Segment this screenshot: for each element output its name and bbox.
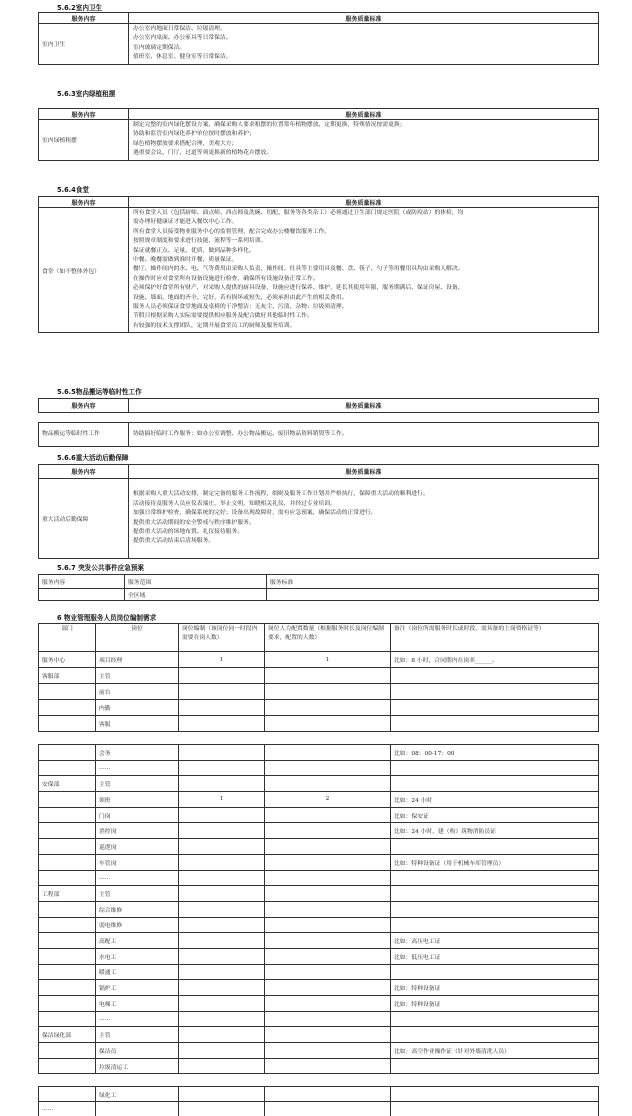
staff-count-cell xyxy=(265,1058,391,1074)
standard-line: 所有食堂人员接受物业服务中心的监督管理，配合完成办公楼餐饮服务工作。 xyxy=(133,228,331,235)
post-cell: 巡逻岗 xyxy=(96,839,179,855)
table-major-events xyxy=(38,464,599,559)
table-row xyxy=(39,1102,599,1116)
table-row xyxy=(39,776,599,792)
standard-line: 需办理好健康证才能进入餐饮中心工作。 xyxy=(133,219,238,226)
post-cell: 项目经理 xyxy=(96,652,179,668)
table-row xyxy=(39,652,599,668)
department-cell xyxy=(39,854,96,870)
col-header-quality-standard: 服务质量标准 xyxy=(129,465,599,479)
remark-cell xyxy=(391,870,599,886)
table-row xyxy=(39,1087,599,1102)
post-quota-cell xyxy=(179,716,265,732)
remark-cell xyxy=(391,1027,599,1043)
post-cell: 前台 xyxy=(96,684,179,700)
post-quota-cell xyxy=(179,1058,265,1074)
standard-line: 室内玻璃定期保洁。 xyxy=(133,44,186,51)
department-cell: 工程部 xyxy=(39,886,96,902)
table-row xyxy=(39,1058,599,1074)
department-cell: …… xyxy=(39,1102,96,1116)
remark-cell: 比如：特种设备证（用于机械车库管理员） xyxy=(391,854,599,870)
col-header-quality-standard: 服务质量标准 xyxy=(129,197,599,208)
post-quota-cell xyxy=(179,980,265,996)
header-department: 部门 xyxy=(39,624,96,652)
department-cell xyxy=(39,933,96,949)
section-heading-5-6-2: 5.6.2室内卫生 xyxy=(57,4,103,12)
department-cell xyxy=(39,1011,96,1027)
department-cell: 安保部 xyxy=(39,776,96,792)
post-cell: 会务 xyxy=(96,745,179,761)
staff-count-cell xyxy=(265,668,391,684)
remark-cell: 比如：24 小时，建（构）筑物消防员证 xyxy=(391,823,599,839)
remark-cell xyxy=(391,760,599,776)
staff-count-cell xyxy=(265,1102,391,1116)
table-row xyxy=(39,980,599,996)
standard-line: 制定完整的室内绿化摆设方案，确保采购人要求租摆的位置常年植物摆放，定期更换，特殊情况按需更换； xyxy=(133,122,406,128)
staff-count-cell xyxy=(265,684,391,700)
post-quota-cell xyxy=(179,933,265,949)
department-cell xyxy=(39,839,96,855)
col-header-quality-standard: 服务质量标准 xyxy=(129,109,599,120)
remark-cell xyxy=(391,700,599,716)
table-staffing-part1 xyxy=(38,623,599,732)
post-quota-cell xyxy=(179,823,265,839)
remark-cell xyxy=(391,839,599,855)
post-cell: 内勤 xyxy=(96,700,179,716)
post-cell: …… xyxy=(96,870,179,886)
table-row xyxy=(39,684,599,700)
post-cell: 弱电维修 xyxy=(96,917,179,933)
standard-lines xyxy=(129,479,599,559)
table-row xyxy=(39,964,599,980)
post-quota-cell xyxy=(179,745,265,761)
post-quota-cell xyxy=(179,760,265,776)
remark-cell xyxy=(391,1011,599,1027)
staff-count-cell xyxy=(265,823,391,839)
post-quota-cell xyxy=(179,948,265,964)
remark-cell xyxy=(391,1087,599,1102)
section-heading-5-6-6: 5.6.6重大活动后勤保障 xyxy=(57,454,129,462)
staff-count-cell xyxy=(265,933,391,949)
post-quota-cell: 1 xyxy=(179,652,265,668)
post-quota-cell xyxy=(179,886,265,902)
table-row xyxy=(39,854,599,870)
remark-cell: 比如：08：00-17：00 xyxy=(391,745,599,761)
table-row xyxy=(39,917,599,933)
remark-cell: 比如：保安证 xyxy=(391,807,599,823)
col-header-quality-standard: 服务质量标准 xyxy=(129,13,599,24)
table-row xyxy=(39,745,599,761)
remark-cell xyxy=(391,1058,599,1074)
standard-line: 加强日常维护检查，确保系统的完好；设备出现故障时，需有应急预案，确保活动的正常进行。 xyxy=(133,510,377,517)
post-quota-cell xyxy=(179,839,265,855)
remark-cell: 比如：高压电工证 xyxy=(391,933,599,949)
remark-cell: 比如：低压电工证 xyxy=(391,948,599,964)
standard-line: 提供重大活动期间的安全警戒与秩序维护服务。 xyxy=(133,519,255,526)
staff-count-cell xyxy=(265,807,391,823)
staff-count-cell xyxy=(265,760,391,776)
table-staffing-part2 xyxy=(38,744,599,1074)
department-cell xyxy=(39,1043,96,1059)
post-cell: 绿化工 xyxy=(96,1087,179,1102)
section-heading-5-6-3: 5.6.3室内绿植租摆 xyxy=(57,90,116,98)
staff-count-cell xyxy=(265,1087,391,1102)
table-emergency-plan xyxy=(38,574,599,601)
col-header-service-content: 服务内容 xyxy=(39,465,129,479)
standard-line: 节假日根据采购人实际需要提供相应服务及配合做好其他临时性工作。 xyxy=(133,313,313,320)
standard-line: 绿色植物摆放要求搭配合理，美观大方； xyxy=(133,140,238,147)
post-cell: 垃圾清运工 xyxy=(96,1058,179,1074)
post-quota-cell xyxy=(179,700,265,716)
header-remarks: 备注（岗位所需服务时长或时段、需具备的上岗资格证等） xyxy=(391,624,599,652)
standard-lines xyxy=(129,120,599,161)
post-quota-cell xyxy=(179,776,265,792)
table-temporary-work xyxy=(38,398,599,447)
table-plant-rental xyxy=(38,108,599,161)
standard-line: 按照规章制度和要求进行技能，流程等一系列培训。 xyxy=(133,238,267,245)
remark-cell xyxy=(391,917,599,933)
header-post-quota: 岗位编制（该岗位同一时段内需要在岗人数） xyxy=(179,624,265,652)
staff-count-cell xyxy=(265,1027,391,1043)
department-cell xyxy=(39,792,96,808)
header-service-standard: 服务标准 xyxy=(267,575,599,589)
table-row xyxy=(39,792,599,808)
department-cell xyxy=(39,870,96,886)
department-cell xyxy=(39,823,96,839)
post-quota-cell xyxy=(179,1102,265,1116)
post-cell: 客服 xyxy=(96,716,179,732)
post-cell: …… xyxy=(96,1011,179,1027)
row-label: 室内绿植租摆 xyxy=(39,120,129,161)
post-quota-cell xyxy=(179,684,265,700)
department-cell xyxy=(39,760,96,776)
staff-count-cell xyxy=(265,980,391,996)
post-quota-cell: 1 xyxy=(179,792,265,808)
post-quota-cell xyxy=(179,1043,265,1059)
post-quota-cell xyxy=(179,901,265,917)
post-cell: 主管 xyxy=(96,776,179,792)
header-staff-count: 岗位人力配置数量（根据服务时长及岗位编制要求，配置的人数） xyxy=(265,624,391,652)
staff-count-cell xyxy=(265,1043,391,1059)
post-quota-cell xyxy=(179,668,265,684)
remark-cell xyxy=(391,668,599,684)
staff-count-cell xyxy=(265,996,391,1012)
standard-line: 保证就餐正点、足量、优质，做到品种多样化。 xyxy=(133,247,255,254)
department-cell xyxy=(39,745,96,761)
staff-count-cell xyxy=(265,870,391,886)
row-label: 物品搬运等临时性工作 xyxy=(39,423,129,447)
staff-count-cell xyxy=(265,839,391,855)
table-row xyxy=(39,668,599,684)
remark-cell xyxy=(391,964,599,980)
department-cell: 服务中心 xyxy=(39,652,96,668)
remark-cell xyxy=(391,886,599,902)
standard-line: 设施、墙面、地面的齐全、完好，若有损坏或短失，必须承担由此产生的相关费用。 xyxy=(133,294,348,301)
standard-line: 值班室、休息室、健身室等日常保洁。 xyxy=(133,54,232,61)
table-row xyxy=(39,948,599,964)
staff-count-cell xyxy=(265,948,391,964)
table-row xyxy=(39,901,599,917)
standard-line: 活动接待及服务人员应仪表端庄，举止文明，知晓相关礼仪，并经过专业培训。 xyxy=(133,500,336,507)
staff-count-cell: 1 xyxy=(265,652,391,668)
row-label: 重大活动后勤保障 xyxy=(39,479,129,559)
post-quota-cell xyxy=(179,1011,265,1027)
table-row xyxy=(39,839,599,855)
post-cell: 门岗 xyxy=(96,807,179,823)
table-staffing-part3 xyxy=(38,1086,599,1116)
staff-count-cell xyxy=(265,745,391,761)
header-post: 岗位 xyxy=(96,624,179,652)
post-cell: 综合维修 xyxy=(96,901,179,917)
department-cell xyxy=(39,700,96,716)
post-cell: …… xyxy=(96,760,179,776)
table-row xyxy=(39,996,599,1012)
table-row xyxy=(39,1027,599,1043)
staff-count-cell xyxy=(265,854,391,870)
post-quota-cell xyxy=(179,1027,265,1043)
standard-line: 有较强的技术支撑团队，定期开展食堂员工的厨师及服务培训。 xyxy=(133,322,296,329)
department-cell xyxy=(39,716,96,732)
post-cell: 水电工 xyxy=(96,948,179,964)
table-row xyxy=(39,933,599,949)
post-cell xyxy=(96,1102,179,1116)
table-row xyxy=(39,700,599,716)
header-service-scope: 服务范围 xyxy=(125,575,267,589)
department-cell: 保洁绿化部 xyxy=(39,1027,96,1043)
department-cell xyxy=(39,1058,96,1074)
post-cell: 领班 xyxy=(96,792,179,808)
table-row xyxy=(39,870,599,886)
standard-line: 服务人员必须保证食堂地面及桌椅的干净整洁：无灰尘、污渍、杂物；垃圾须清理。 xyxy=(133,304,348,311)
staff-count-cell: 2 xyxy=(265,792,391,808)
staff-count-cell xyxy=(265,964,391,980)
remark-cell: 比如：8 小时，合同期内在岗率______。 xyxy=(391,652,599,668)
table-row xyxy=(39,1043,599,1059)
department-cell xyxy=(39,684,96,700)
department-cell xyxy=(39,917,96,933)
staff-count-cell xyxy=(265,917,391,933)
standard-lines xyxy=(129,24,599,65)
department-cell xyxy=(39,807,96,823)
standard-line: 所有食堂人员（包括厨师、面点师、西点师及洗碗、切配、服务等各类杂工）必须通过卫生部门规定医院（或防疫站）的体检，均 xyxy=(133,210,464,216)
table-canteen xyxy=(38,196,599,333)
standard-line: 遇重要会议、门厅，过道等须更换新的植物花卉摆放。 xyxy=(133,150,273,157)
staff-count-cell xyxy=(265,901,391,917)
table-row xyxy=(39,823,599,839)
row-label: 室内卫生 xyxy=(39,24,129,65)
post-quota-cell xyxy=(179,996,265,1012)
service-scope-value: 全区域 xyxy=(125,589,267,601)
table-row xyxy=(39,807,599,823)
remark-cell xyxy=(391,716,599,732)
remark-cell xyxy=(391,684,599,700)
post-cell: 暖通工 xyxy=(96,964,179,980)
staff-count-cell xyxy=(265,700,391,716)
department-cell xyxy=(39,980,96,996)
table-row xyxy=(39,886,599,902)
remark-cell xyxy=(391,776,599,792)
post-cell: 车管岗 xyxy=(96,854,179,870)
staff-count-cell xyxy=(265,716,391,732)
standard-line: 餐厅、操作间内的水、电、气等费用由采购人负责，操作间、灶具等主要用具及餐、盘、筷子、勺子等用餐用具均由采购人解决。 xyxy=(133,266,464,273)
post-quota-cell xyxy=(179,870,265,886)
section-heading-5-6-5: 5.6.5物品搬运等临时性工作 xyxy=(57,388,142,396)
section-heading-6: 6 物业管理服务人员岗位编制需求 xyxy=(57,614,157,622)
standard-line: 协助和监管室内绿化养护单位按时摆放和养护； xyxy=(133,131,255,138)
standard-line: 中餐、晚餐需做到准时开餐，质量保证。 xyxy=(133,257,238,264)
staff-count-cell xyxy=(265,1011,391,1027)
staff-count-cell xyxy=(265,886,391,902)
table-row xyxy=(39,716,599,732)
remark-cell: 比如：24 小时 xyxy=(391,792,599,808)
department-cell xyxy=(39,948,96,964)
post-cell: 消控岗 xyxy=(96,823,179,839)
post-quota-cell xyxy=(179,917,265,933)
standard-line: 根据采购人重大活动安排，制定完备的服务工作流程，细则及服务工作计划并严格执行，保障重大活动的顺利进行。 xyxy=(133,491,429,498)
standard-line: 在操作时应对食堂所有设备设施进行检查，确保所有设施设备正常工作。 xyxy=(133,275,319,282)
post-quota-cell xyxy=(179,854,265,870)
col-header-service-content: 服务内容 xyxy=(39,109,129,120)
table-row xyxy=(39,1011,599,1027)
col-header-service-content: 服务内容 xyxy=(39,399,129,413)
department-cell xyxy=(39,996,96,1012)
department-cell: 客服部 xyxy=(39,668,96,684)
department-cell xyxy=(39,1087,96,1102)
post-cell: 锅炉工 xyxy=(96,980,179,996)
remark-cell xyxy=(391,1102,599,1116)
staff-count-cell xyxy=(265,776,391,792)
section-heading-5-6-7: 5.6.7 突发公共事件应急预案 xyxy=(57,564,145,572)
standard-line: 必须保护好食堂所有财产，对采购人提供的厨具设备，设施应进行保养、维护，延长其使用年限，服务期满后，保证房屋、设备、 xyxy=(133,285,464,292)
department-cell xyxy=(39,901,96,917)
post-cell: 高配工 xyxy=(96,933,179,949)
post-quota-cell xyxy=(179,964,265,980)
section-heading-5-6-4: 5.6.4食堂 xyxy=(57,186,89,194)
standard-line: 协助搞好临时工作服务：如办公室调整、办公物品搬运、废旧物品资料销毁等工作。 xyxy=(133,430,348,437)
post-quota-cell xyxy=(179,807,265,823)
remark-cell xyxy=(391,901,599,917)
remark-cell: 比如：高空作业操作证（针对外墙清洗人员） xyxy=(391,1043,599,1059)
table-row xyxy=(39,760,599,776)
standard-line: 提供重大活动的场地布置、礼仪接待服务。 xyxy=(133,528,244,535)
row-label: 食堂（如不整体外包） xyxy=(39,208,129,333)
post-cell: 主管 xyxy=(96,1027,179,1043)
header-service-content: 服务内容 xyxy=(39,575,125,589)
remark-cell: 比如：特种设备证 xyxy=(391,996,599,1012)
post-cell: 保洁员 xyxy=(96,1043,179,1059)
standard-line: 提供重大活动结束后清场服务。 xyxy=(133,538,215,545)
post-quota-cell xyxy=(179,1087,265,1102)
col-header-quality-standard: 服务质量标准 xyxy=(129,399,599,413)
standard-lines xyxy=(129,423,599,447)
post-cell: 主管 xyxy=(96,668,179,684)
post-cell: 主管 xyxy=(96,886,179,902)
col-header-service-content: 服务内容 xyxy=(39,197,129,208)
col-header-service-content: 服务内容 xyxy=(39,13,129,24)
remark-cell: 比如：特种设备证 xyxy=(391,980,599,996)
department-cell xyxy=(39,964,96,980)
table-indoor-cleaning xyxy=(38,12,599,65)
post-cell: 电梯工 xyxy=(96,996,179,1012)
standard-lines xyxy=(129,208,599,333)
standard-line: 办公室内桌面、办公家具等日常保洁。 xyxy=(133,35,232,42)
standard-line: 办公室内地面日常保洁、垃圾清理。 xyxy=(133,26,226,32)
